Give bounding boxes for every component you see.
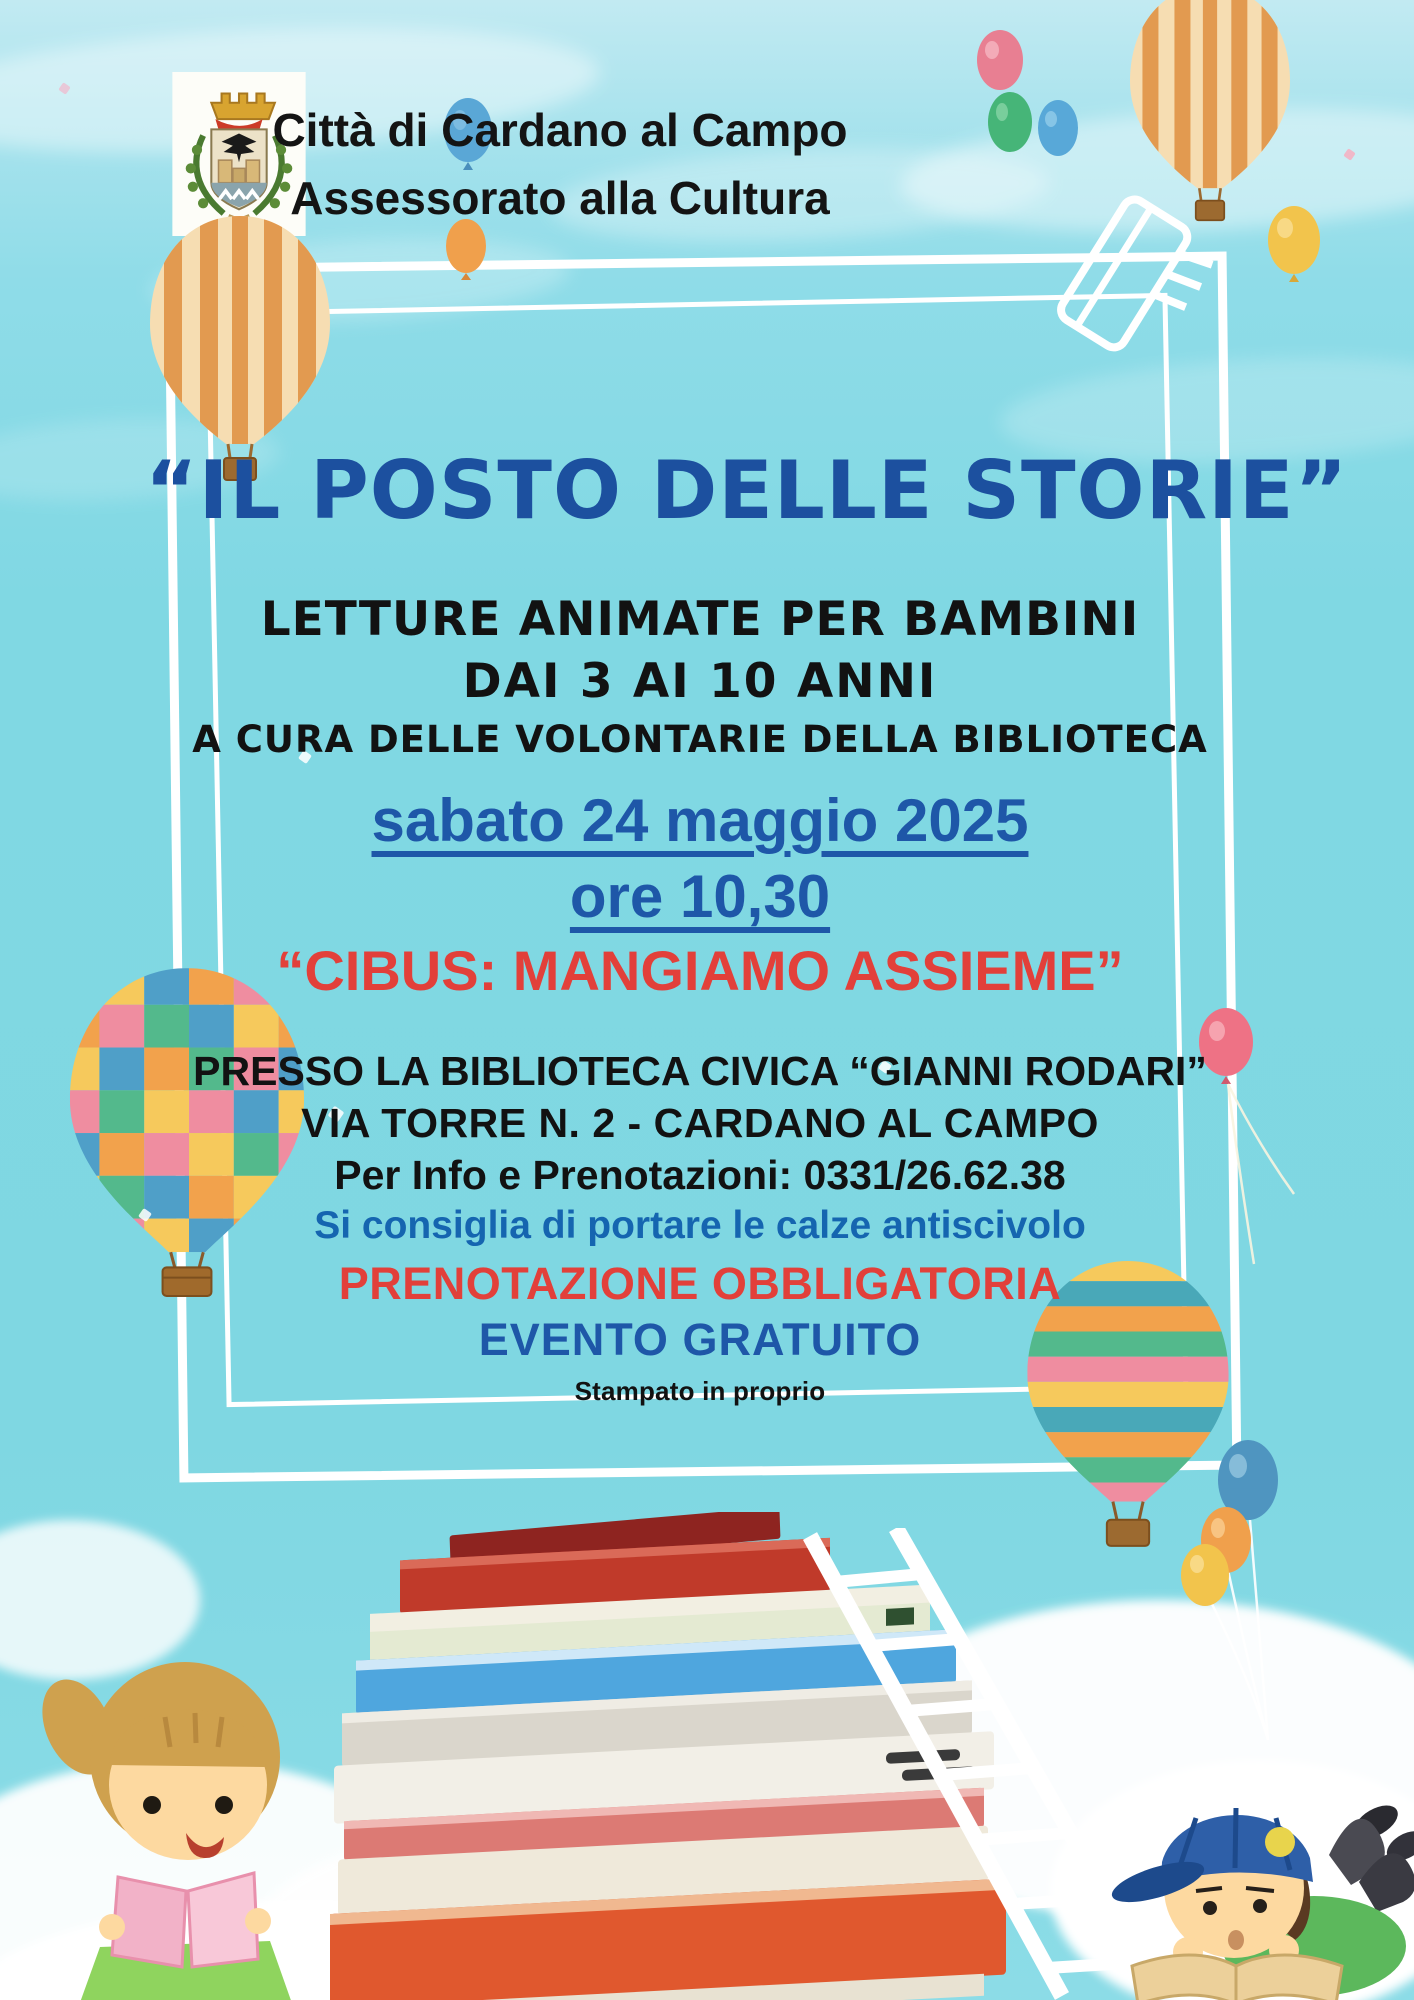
hot-air-balloon-icon: [1112, 0, 1308, 222]
balloon-cluster-icon: [970, 24, 1100, 174]
admission-line: EVENTO GRATUITO: [478, 1314, 922, 1365]
printed-note: Stampato in proprio: [574, 1376, 826, 1406]
boy-reading-illustration: [1074, 1760, 1414, 2000]
department-name: Assessorato alla Cultura: [290, 172, 830, 224]
header-text: [250, 96, 870, 232]
event-date: sabato 24 maggio 2025: [371, 787, 1029, 854]
program-line-2: DAI 3 AI 10 ANNI: [462, 654, 938, 709]
advice-line: Si consiglia di portare le calze antiscivolo: [314, 1204, 1086, 1247]
reading-title: “CIBUS: MANGIAMO ASSIEME”: [276, 939, 1124, 1002]
contact-line: Per Info e Prenotazioni: 0331/26.62.38: [334, 1152, 1066, 1198]
program-line-3: A CURA DELLE VOLONTARIE DELLA BIBLIOTECA: [192, 718, 1208, 761]
girl-reading-illustration: [0, 1615, 330, 2000]
municipality-name: Città di Cardano al Campo: [272, 104, 848, 156]
venue-line: PRESSO LA BIBLIOTECA CIVICA “GIANNI RODARI”: [193, 1048, 1207, 1094]
poster-title: “IL POSTO DELLE STORIE”: [145, 444, 1349, 537]
event-time: ore 10,30: [569, 863, 831, 930]
booking-line: PRENOTAZIONE OBBLIGATORIA: [338, 1258, 1062, 1309]
program-line-1: LETTURE ANIMATE PER BAMBINI: [260, 592, 1140, 647]
hot-air-balloon-icon: [140, 212, 340, 482]
balloon-icon: [1262, 200, 1328, 296]
address-line: VIA TORRE N. 2 - CARDANO AL CAMPO: [301, 1100, 1099, 1146]
